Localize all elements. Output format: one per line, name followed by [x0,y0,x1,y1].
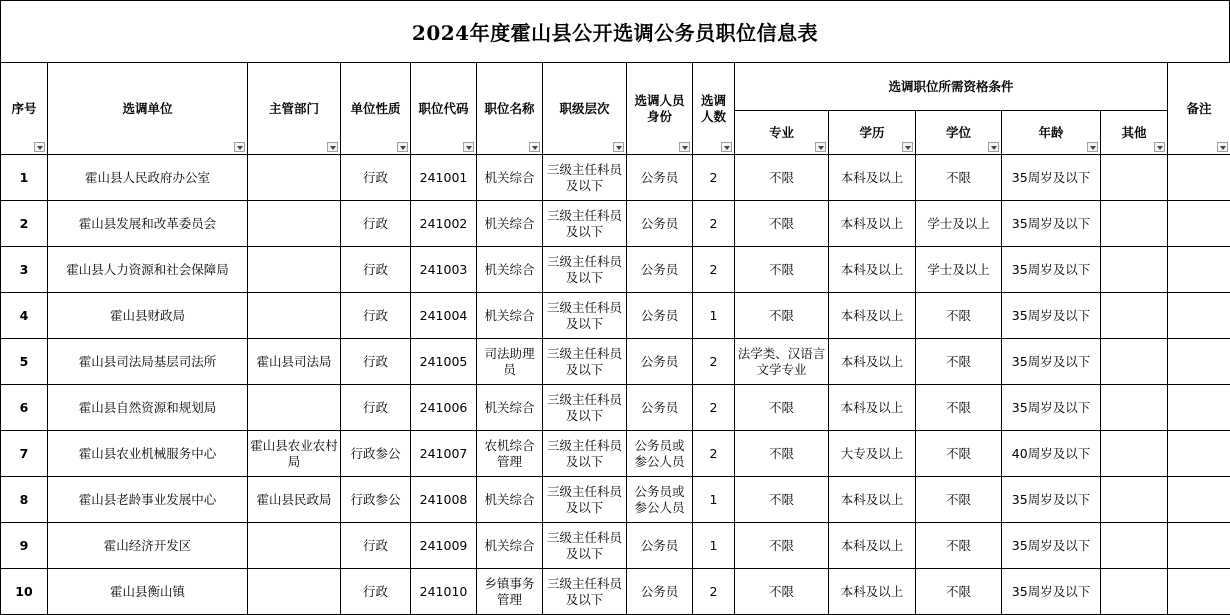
cell-seq[interactable]: 6 [1,385,48,431]
cell-code[interactable]: 241009 [411,523,477,569]
header-position[interactable]: 职位名称 [477,63,543,155]
cell-remark[interactable] [1168,569,1230,615]
cell-edu[interactable]: 本科及以上 [829,155,916,201]
filter-dropdown-icon[interactable] [1154,142,1165,152]
cell-position[interactable]: 机关综合 [477,293,543,339]
cell-remark[interactable] [1168,477,1230,523]
header-remark[interactable]: 备注 [1168,63,1230,155]
cell-code[interactable]: 241006 [411,385,477,431]
cell-unit[interactable]: 霍山县财政局 [48,293,248,339]
cell-seq[interactable]: 3 [1,247,48,293]
filter-dropdown-icon[interactable] [327,142,338,152]
cell-age[interactable]: 35周岁及以下 [1002,293,1101,339]
cell-remark[interactable] [1168,293,1230,339]
cell-edu[interactable]: 本科及以上 [829,523,916,569]
cell-degree[interactable]: 不限 [916,523,1002,569]
cell-nature[interactable]: 行政 [341,247,411,293]
table-row [1,385,1230,431]
cell-major[interactable]: 不限 [735,201,829,247]
cell-code[interactable]: 241004 [411,293,477,339]
cell-remark[interactable] [1168,339,1230,385]
cell-major[interactable]: 不限 [735,293,829,339]
cell-seq[interactable]: 1 [1,155,48,201]
cell-position[interactable]: 农机综合管理 [477,431,543,477]
cell-dept[interactable]: 霍山县民政局 [248,477,341,523]
cell-remark[interactable] [1168,523,1230,569]
header-dept[interactable]: 主管部门 [248,63,341,155]
cell-age[interactable]: 35周岁及以下 [1002,523,1101,569]
cell-seq[interactable]: 8 [1,477,48,523]
cell-remark[interactable] [1168,201,1230,247]
cell-identity[interactable]: 公务员 [627,247,693,293]
cell-count[interactable]: 2 [693,431,735,477]
filter-dropdown-icon[interactable] [34,142,45,152]
cell-major[interactable]: 不限 [735,477,829,523]
cell-dept[interactable] [248,523,341,569]
cell-count[interactable]: 1 [693,293,735,339]
cell-other[interactable] [1101,385,1168,431]
header-age[interactable]: 年龄 [1002,111,1101,155]
header-edu[interactable]: 学历 [829,111,916,155]
cell-count[interactable]: 2 [693,339,735,385]
header-identity[interactable]: 选调人员身份 [627,63,693,155]
cell-count[interactable]: 1 [693,477,735,523]
filter-dropdown-icon[interactable] [1087,142,1098,152]
table-row [1,477,1230,523]
cell-unit[interactable]: 霍山县农业机械服务中心 [48,431,248,477]
cell-seq[interactable]: 10 [1,569,48,615]
cell-major[interactable]: 不限 [735,385,829,431]
cell-nature[interactable]: 行政参公 [341,477,411,523]
header-nature[interactable]: 单位性质 [341,63,411,155]
cell-remark[interactable] [1168,431,1230,477]
cell-position[interactable]: 机关综合 [477,477,543,523]
cell-code[interactable]: 241005 [411,339,477,385]
cell-seq[interactable]: 4 [1,293,48,339]
cell-identity[interactable]: 公务员 [627,155,693,201]
filter-dropdown-icon[interactable] [463,142,474,152]
cell-code[interactable]: 241002 [411,201,477,247]
cell-identity[interactable]: 公务员 [627,201,693,247]
cell-level[interactable]: 三级主任科员及以下 [543,201,627,247]
cell-major[interactable]: 不限 [735,523,829,569]
filter-dropdown-icon[interactable] [721,142,732,152]
cell-age[interactable]: 35周岁及以下 [1002,155,1101,201]
cell-major[interactable]: 法学类、汉语言文学专业 [735,339,829,385]
cell-position[interactable]: 机关综合 [477,155,543,201]
header-level[interactable]: 职级层次 [543,63,627,155]
cell-identity[interactable]: 公务员 [627,569,693,615]
cell-nature[interactable]: 行政 [341,569,411,615]
header-count[interactable]: 选调人数 [693,63,735,155]
cell-degree[interactable]: 不限 [916,431,1002,477]
cell-count[interactable]: 1 [693,523,735,569]
cell-code[interactable]: 241010 [411,569,477,615]
cell-level[interactable]: 三级主任科员及以下 [543,339,627,385]
cell-other[interactable] [1101,523,1168,569]
cell-unit[interactable]: 霍山县人力资源和社会保障局 [48,247,248,293]
cell-nature[interactable]: 行政 [341,293,411,339]
cell-degree[interactable]: 不限 [916,293,1002,339]
cell-level[interactable]: 三级主任科员及以下 [543,569,627,615]
cell-other[interactable] [1101,477,1168,523]
cell-nature[interactable]: 行政参公 [341,431,411,477]
header-other[interactable]: 其他 [1101,111,1168,155]
cell-edu[interactable]: 本科及以上 [829,477,916,523]
cell-seq[interactable]: 5 [1,339,48,385]
cell-age[interactable]: 35周岁及以下 [1002,385,1101,431]
cell-age[interactable]: 35周岁及以下 [1002,477,1101,523]
cell-count[interactable]: 2 [693,569,735,615]
cell-unit[interactable]: 霍山县老龄事业发展中心 [48,477,248,523]
cell-remark[interactable] [1168,155,1230,201]
filter-dropdown-icon[interactable] [397,142,408,152]
cell-major[interactable]: 不限 [735,569,829,615]
cell-dept[interactable] [248,385,341,431]
table-row [1,247,1230,293]
cell-unit[interactable]: 霍山县人民政府办公室 [48,155,248,201]
cell-seq[interactable]: 9 [1,523,48,569]
cell-nature[interactable]: 行政 [341,385,411,431]
table-row [1,569,1230,615]
cell-age[interactable]: 40周岁及以下 [1002,431,1101,477]
cell-count[interactable]: 2 [693,201,735,247]
cell-remark[interactable] [1168,247,1230,293]
cell-position[interactable]: 司法助理员 [477,339,543,385]
cell-level[interactable]: 三级主任科员及以下 [543,247,627,293]
cell-count[interactable]: 2 [693,155,735,201]
cell-level[interactable]: 三级主任科员及以下 [543,477,627,523]
cell-other[interactable] [1101,569,1168,615]
cell-age[interactable]: 35周岁及以下 [1002,569,1101,615]
table-title: 2024年度霍山县公开选调公务员职位信息表 [0,0,1230,62]
cell-seq[interactable]: 2 [1,201,48,247]
cell-degree[interactable]: 不限 [916,155,1002,201]
cell-code[interactable]: 241008 [411,477,477,523]
cell-level[interactable]: 三级主任科员及以下 [543,293,627,339]
cell-degree[interactable]: 不限 [916,385,1002,431]
cell-other[interactable] [1101,431,1168,477]
cell-edu[interactable]: 本科及以上 [829,385,916,431]
table-row [1,523,1230,569]
table-row [1,431,1230,477]
cell-unit[interactable]: 霍山县衡山镇 [48,569,248,615]
cell-degree[interactable]: 学士及以上 [916,247,1002,293]
cell-dept[interactable]: 霍山县司法局 [248,339,341,385]
cell-edu[interactable]: 本科及以上 [829,339,916,385]
header-code[interactable]: 职位代码 [411,63,477,155]
filter-dropdown-icon[interactable] [1217,142,1228,152]
cell-identity[interactable]: 公务员 [627,293,693,339]
filter-dropdown-icon[interactable] [988,142,999,152]
cell-identity[interactable]: 公务员或参公人员 [627,477,693,523]
cell-count[interactable]: 2 [693,247,735,293]
table-body [1,155,1230,615]
cell-dept[interactable] [248,569,341,615]
cell-position[interactable]: 机关综合 [477,247,543,293]
filter-dropdown-icon[interactable] [234,142,245,152]
cell-age[interactable]: 35周岁及以下 [1002,247,1101,293]
table-row [1,339,1230,385]
cell-code[interactable]: 241007 [411,431,477,477]
cell-degree[interactable]: 不限 [916,569,1002,615]
cell-identity[interactable]: 公务员 [627,385,693,431]
filter-dropdown-icon[interactable] [529,142,540,152]
cell-nature[interactable]: 行政 [341,523,411,569]
cell-dept[interactable] [248,155,341,201]
cell-code[interactable]: 241003 [411,247,477,293]
cell-nature[interactable]: 行政 [341,155,411,201]
cell-position[interactable]: 乡镇事务管理 [477,569,543,615]
table-row [1,293,1230,339]
cell-edu[interactable]: 本科及以上 [829,293,916,339]
cell-nature[interactable]: 行政 [341,339,411,385]
cell-nature[interactable]: 行政 [341,201,411,247]
filter-dropdown-icon[interactable] [679,142,690,152]
cell-degree[interactable]: 不限 [916,477,1002,523]
cell-unit[interactable]: 霍山县发展和改革委员会 [48,201,248,247]
cell-major[interactable]: 不限 [735,155,829,201]
cell-level[interactable]: 三级主任科员及以下 [543,385,627,431]
cell-major[interactable]: 不限 [735,247,829,293]
cell-unit[interactable]: 霍山县司法局基层司法所 [48,339,248,385]
cell-edu[interactable]: 本科及以上 [829,247,916,293]
cell-other[interactable] [1101,293,1168,339]
cell-remark[interactable] [1168,385,1230,431]
cell-position[interactable]: 机关综合 [477,201,543,247]
position-table [0,62,1230,615]
cell-identity[interactable]: 公务员 [627,523,693,569]
cell-other[interactable] [1101,155,1168,201]
cell-age[interactable]: 35周岁及以下 [1002,201,1101,247]
filter-dropdown-icon[interactable] [815,142,826,152]
header-major[interactable]: 专业 [735,111,829,155]
table-row [1,201,1230,247]
cell-seq[interactable]: 7 [1,431,48,477]
header-qualifications: 选调职位所需资格条件 [735,63,1168,111]
cell-other[interactable] [1101,339,1168,385]
cell-dept[interactable] [248,201,341,247]
cell-degree[interactable]: 不限 [916,339,1002,385]
cell-identity[interactable]: 公务员 [627,339,693,385]
cell-position[interactable]: 机关综合 [477,523,543,569]
filter-dropdown-icon[interactable] [613,142,624,152]
cell-unit[interactable]: 霍山县自然资源和规划局 [48,385,248,431]
cell-count[interactable]: 2 [693,385,735,431]
cell-other[interactable] [1101,201,1168,247]
header-degree[interactable]: 学位 [916,111,1002,155]
cell-edu[interactable]: 大专及以上 [829,431,916,477]
header-unit[interactable]: 选调单位 [48,63,248,155]
cell-dept[interactable] [248,293,341,339]
cell-degree[interactable]: 学士及以上 [916,201,1002,247]
cell-other[interactable] [1101,247,1168,293]
cell-edu[interactable]: 本科及以上 [829,201,916,247]
cell-unit[interactable]: 霍山经济开发区 [48,523,248,569]
cell-dept[interactable] [248,247,341,293]
cell-age[interactable]: 35周岁及以下 [1002,339,1101,385]
cell-code[interactable]: 241001 [411,155,477,201]
cell-position[interactable]: 机关综合 [477,385,543,431]
cell-level[interactable]: 三级主任科员及以下 [543,155,627,201]
cell-edu[interactable]: 本科及以上 [829,569,916,615]
cell-dept[interactable]: 霍山县农业农村局 [248,431,341,477]
filter-dropdown-icon[interactable] [902,142,913,152]
cell-level[interactable]: 三级主任科员及以下 [543,431,627,477]
cell-identity[interactable]: 公务员或参公人员 [627,431,693,477]
table-row [1,155,1230,201]
header-seq[interactable]: 序号 [1,63,48,155]
cell-major[interactable]: 不限 [735,431,829,477]
cell-level[interactable]: 三级主任科员及以下 [543,523,627,569]
